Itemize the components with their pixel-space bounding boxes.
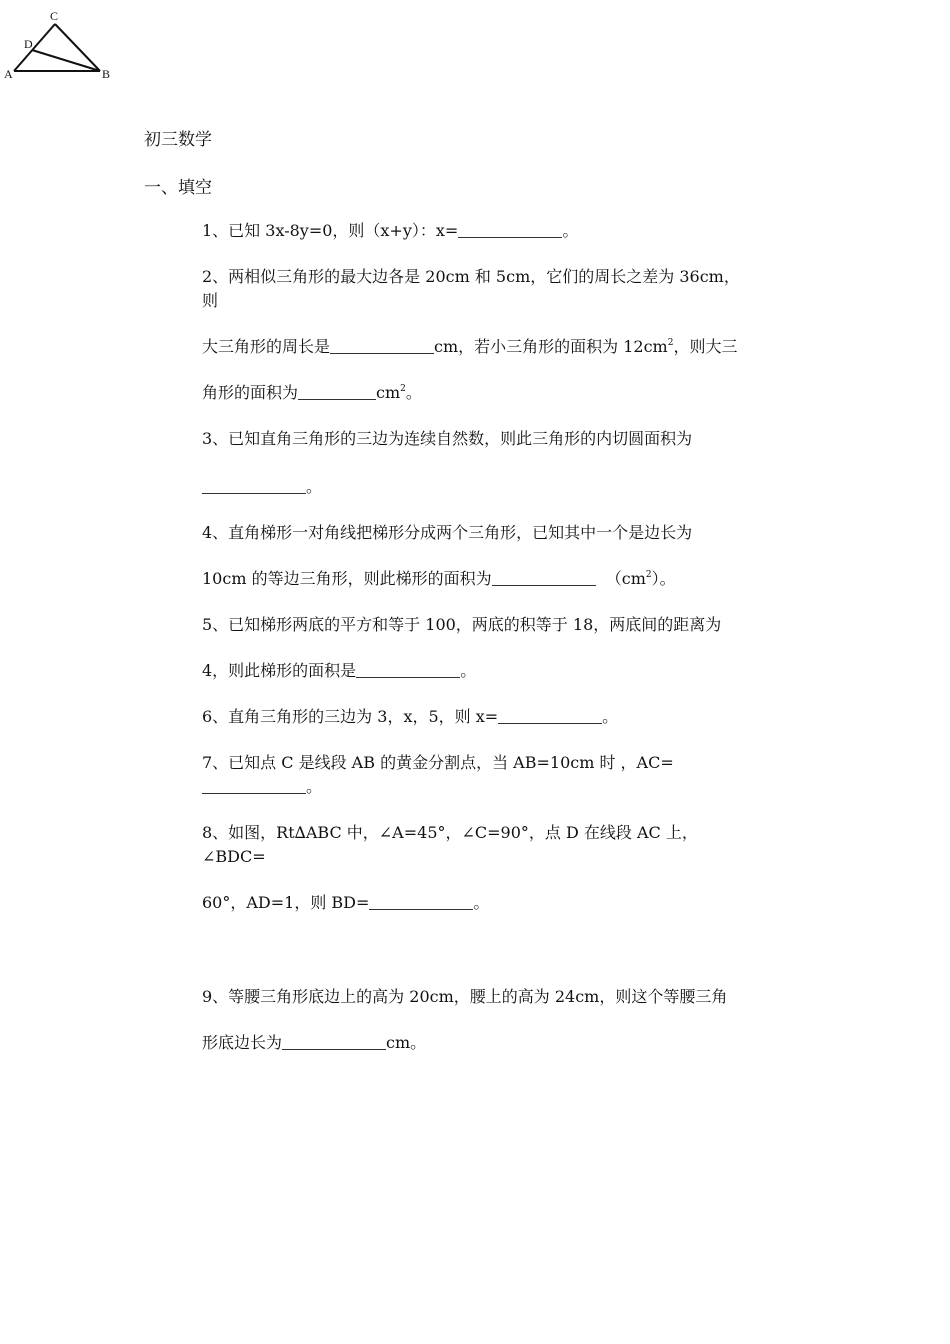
question-2-line3: 角形的面积为 $cm^2$。 bbox=[202, 383, 422, 402]
question-8-line2: 60°，AD=1，则 BD= 。 bbox=[202, 893, 490, 912]
answer-blank[interactable] bbox=[498, 707, 602, 724]
section-heading: 一、填空 bbox=[144, 178, 212, 198]
answer-blank[interactable] bbox=[369, 893, 473, 910]
page-title: 初三数学 bbox=[144, 130, 212, 150]
answer-blank[interactable] bbox=[492, 569, 596, 586]
spacer bbox=[202, 937, 754, 985]
question-4-line1: 4、直角梯形一对角线把梯形分成两个三角形，已知其中一个是边长为 bbox=[202, 523, 693, 542]
question-3-line2: 。 bbox=[202, 475, 754, 499]
label-c: C bbox=[50, 9, 59, 23]
label-b: B bbox=[102, 67, 111, 81]
triangle-figure bbox=[0, 8, 120, 82]
answer-blank[interactable] bbox=[458, 221, 562, 238]
question-3-line1: 3、已知直角三角形的三边为连续自然数，则此三角形的内切圆面积为 bbox=[202, 429, 693, 448]
question-9-line2: 形底边长为 cm。 bbox=[202, 1033, 427, 1052]
answer-blank[interactable] bbox=[282, 1033, 386, 1050]
question-2-line1: 2、两相似三角形的最大边各是 20cm 和 5cm，它们的周长之差为 36cm，则 bbox=[202, 267, 740, 310]
question-1: 1、已知 3x-8y=0，则（x+y）：x= 。 bbox=[202, 221, 579, 240]
question-8-line1: 8、如图，Rt∆ABC 中，∠A=45°，∠C=90°，点 D 在线段 AC 上，∠BDC= bbox=[202, 823, 698, 866]
answer-blank[interactable] bbox=[202, 477, 306, 494]
question-6: 6、直角三角形的三边为 3，x，5，则 x= 。 bbox=[202, 707, 619, 726]
answer-blank[interactable] bbox=[298, 383, 376, 400]
question-2-line2: 大三角形的周长是 cm，若小三角形的面积为 $12cm^2$，则大三 bbox=[202, 337, 738, 356]
answer-blank[interactable] bbox=[356, 661, 460, 678]
question-5-line2: 4，则此梯形的面积是 。 bbox=[202, 661, 477, 680]
question-4-line2: 10cm 的等边三角形，则此梯形的面积为 $(cm^2)$。 bbox=[202, 569, 676, 588]
answer-blank[interactable] bbox=[330, 337, 434, 354]
side-ac bbox=[14, 24, 55, 71]
question-7: 7、已知点 C 是线段 AB 的黄金分割点，当 AB=10cm 时 ，AC=。 bbox=[202, 753, 674, 796]
question-list bbox=[202, 219, 754, 1077]
label-a: A bbox=[4, 67, 13, 81]
question-9-line1: 9、等腰三角形底边上的高为 20cm，腰上的高为 24cm，则这个等腰三角 bbox=[202, 987, 728, 1006]
answer-blank[interactable] bbox=[202, 777, 306, 794]
question-5-line1: 5、已知梯形两底的平方和等于 100，两底的积等于 18，两底间的距离为 bbox=[202, 615, 722, 634]
label-d: D bbox=[24, 37, 33, 51]
